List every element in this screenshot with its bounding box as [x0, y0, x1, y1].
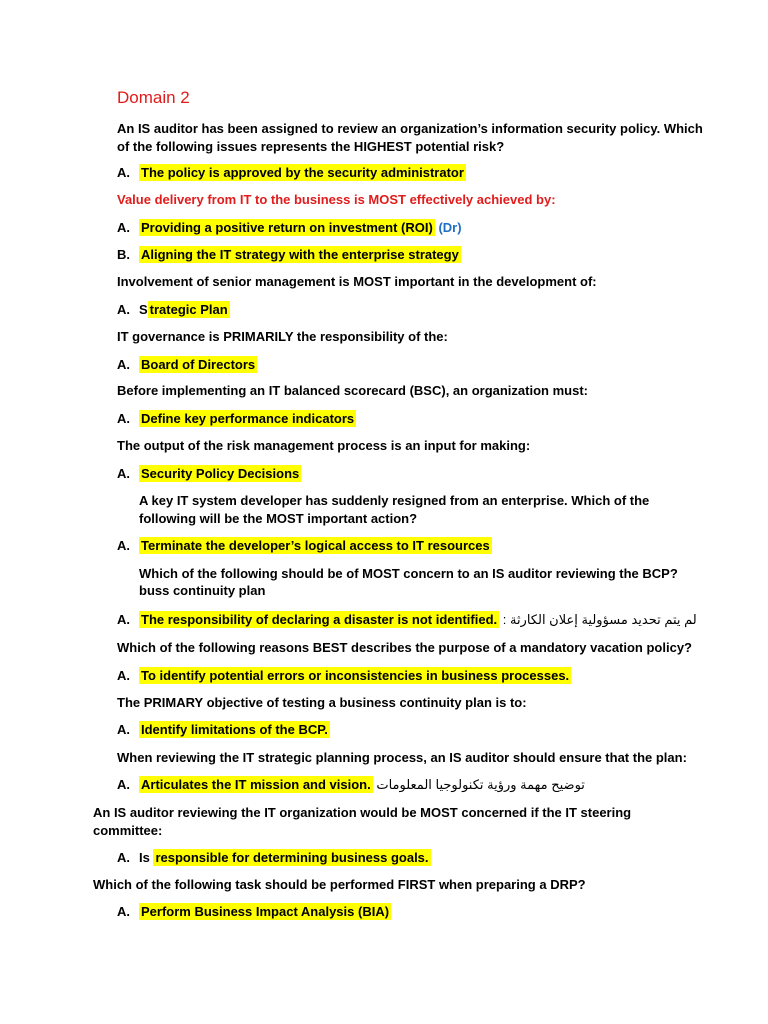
question-13-text: Which of the following task should be performed FIRST when preparing a DRP? — [93, 877, 586, 892]
highlighted-answer: The responsibility of declaring a disaster is not identified. — [141, 612, 498, 627]
highlighted-answer: Security Policy Decisions — [141, 466, 300, 481]
page-heading: Domain 2 — [117, 88, 190, 107]
answer-marker: A. — [117, 777, 130, 792]
question-8-line-1: Which of the following should be of MOST concern to an IS auditor reviewing the BCP? — [139, 566, 678, 581]
question-11-text: When reviewing the IT strategic planning process, an IS auditor should ensure that the plan: — [117, 750, 687, 765]
question-5-answer-a — [117, 410, 356, 428]
question-8-answer-a — [117, 611, 697, 629]
answer-marker: A. — [117, 850, 130, 865]
answer-plain-text: Is — [139, 850, 150, 865]
answer-marker: A. — [117, 165, 130, 180]
question-9-answer-a — [117, 667, 571, 685]
arabic-translation: لم يتم تحديد مسؤولية إعلان الكارثة : — [502, 612, 697, 627]
question-1-line-2: of the following issues represents the HIGHEST potential risk? — [117, 139, 505, 154]
answer-marker: A. — [117, 411, 130, 426]
question-10-answer-a — [117, 721, 330, 739]
answer-marker: A. — [117, 466, 130, 481]
highlighted-answer: Board of Directors — [141, 357, 256, 372]
question-13-answer-a — [117, 903, 391, 921]
question-7-answer-a — [117, 537, 492, 555]
question-6-text: The output of the risk management process is an input for making: — [117, 438, 531, 453]
question-2-answer-a — [117, 219, 462, 237]
answer-note: (Dr) — [438, 220, 462, 235]
question-1-line-1: An IS auditor has been assigned to review an organization’s information security policy. Which — [117, 121, 703, 136]
answer-marker: A. — [117, 668, 130, 683]
highlighted-answer: Terminate the developer’s logical access to IT resources — [141, 538, 490, 553]
highlighted-answer: To identify potential errors or inconsistencies in business processes. — [141, 668, 570, 683]
highlighted-answer: Perform Business Impact Analysis (BIA) — [141, 904, 390, 919]
question-12-line-2: committee: — [93, 823, 163, 838]
answer-marker: A. — [117, 302, 130, 317]
question-10-text: The PRIMARY objective of testing a business continuity plan is to: — [117, 695, 527, 710]
answer-marker: B. — [117, 247, 130, 262]
answer-marker: A. — [117, 612, 130, 627]
question-6-answer-a — [117, 465, 301, 483]
answer-marker: A. — [117, 538, 130, 553]
question-7-line-2: following will be the MOST important action? — [139, 511, 418, 526]
answer-plain-text: S — [139, 302, 148, 317]
question-2-text: Value delivery from IT to the business is MOST effectively achieved by: — [117, 192, 556, 207]
question-7-line-1: A key IT system developer has suddenly resigned from an enterprise. Which of the — [139, 493, 650, 508]
question-3-text: Involvement of senior management is MOST important in the development of: — [117, 274, 597, 289]
question-2-answer-b — [117, 246, 461, 264]
highlighted-answer: Providing a positive return on investment (ROI) — [141, 220, 433, 235]
highlighted-answer: responsible for determining business goals. — [155, 850, 429, 865]
answer-marker: A. — [117, 357, 130, 372]
highlighted-answer: Identify limitations of the BCP. — [141, 722, 328, 737]
question-5-text: Before implementing an IT balanced scorecard (BSC), an organization must: — [117, 383, 588, 398]
question-4-answer-a — [117, 356, 257, 374]
question-1-answer-a — [117, 164, 466, 182]
question-4-text: IT governance is PRIMARILY the responsibility of the: — [117, 329, 448, 344]
question-12-answer-a — [117, 849, 431, 867]
question-3-answer-a — [117, 301, 230, 319]
highlighted-answer: Define key performance indicators — [141, 411, 355, 426]
answer-marker: A. — [117, 722, 130, 737]
answer-marker: A. — [117, 220, 130, 235]
question-9-text: Which of the following reasons BEST describes the purpose of a mandatory vacation policy? — [117, 640, 692, 655]
answer-marker: A. — [117, 904, 130, 919]
highlighted-answer: Aligning the IT strategy with the enterprise strategy — [141, 247, 459, 262]
highlighted-answer: Articulates the IT mission and vision. — [141, 777, 371, 792]
question-8-line-2: buss continuity plan — [139, 583, 266, 598]
question-11-answer-a — [117, 776, 585, 794]
highlighted-answer: trategic Plan — [149, 302, 228, 317]
highlighted-answer: The policy is approved by the security administrator — [141, 165, 464, 180]
arabic-translation: توضيح مهمة ورؤية تكنولوجيا المعلومات — [376, 777, 585, 792]
question-12-line-1: An IS auditor reviewing the IT organization would be MOST concerned if the IT steering — [93, 805, 632, 820]
